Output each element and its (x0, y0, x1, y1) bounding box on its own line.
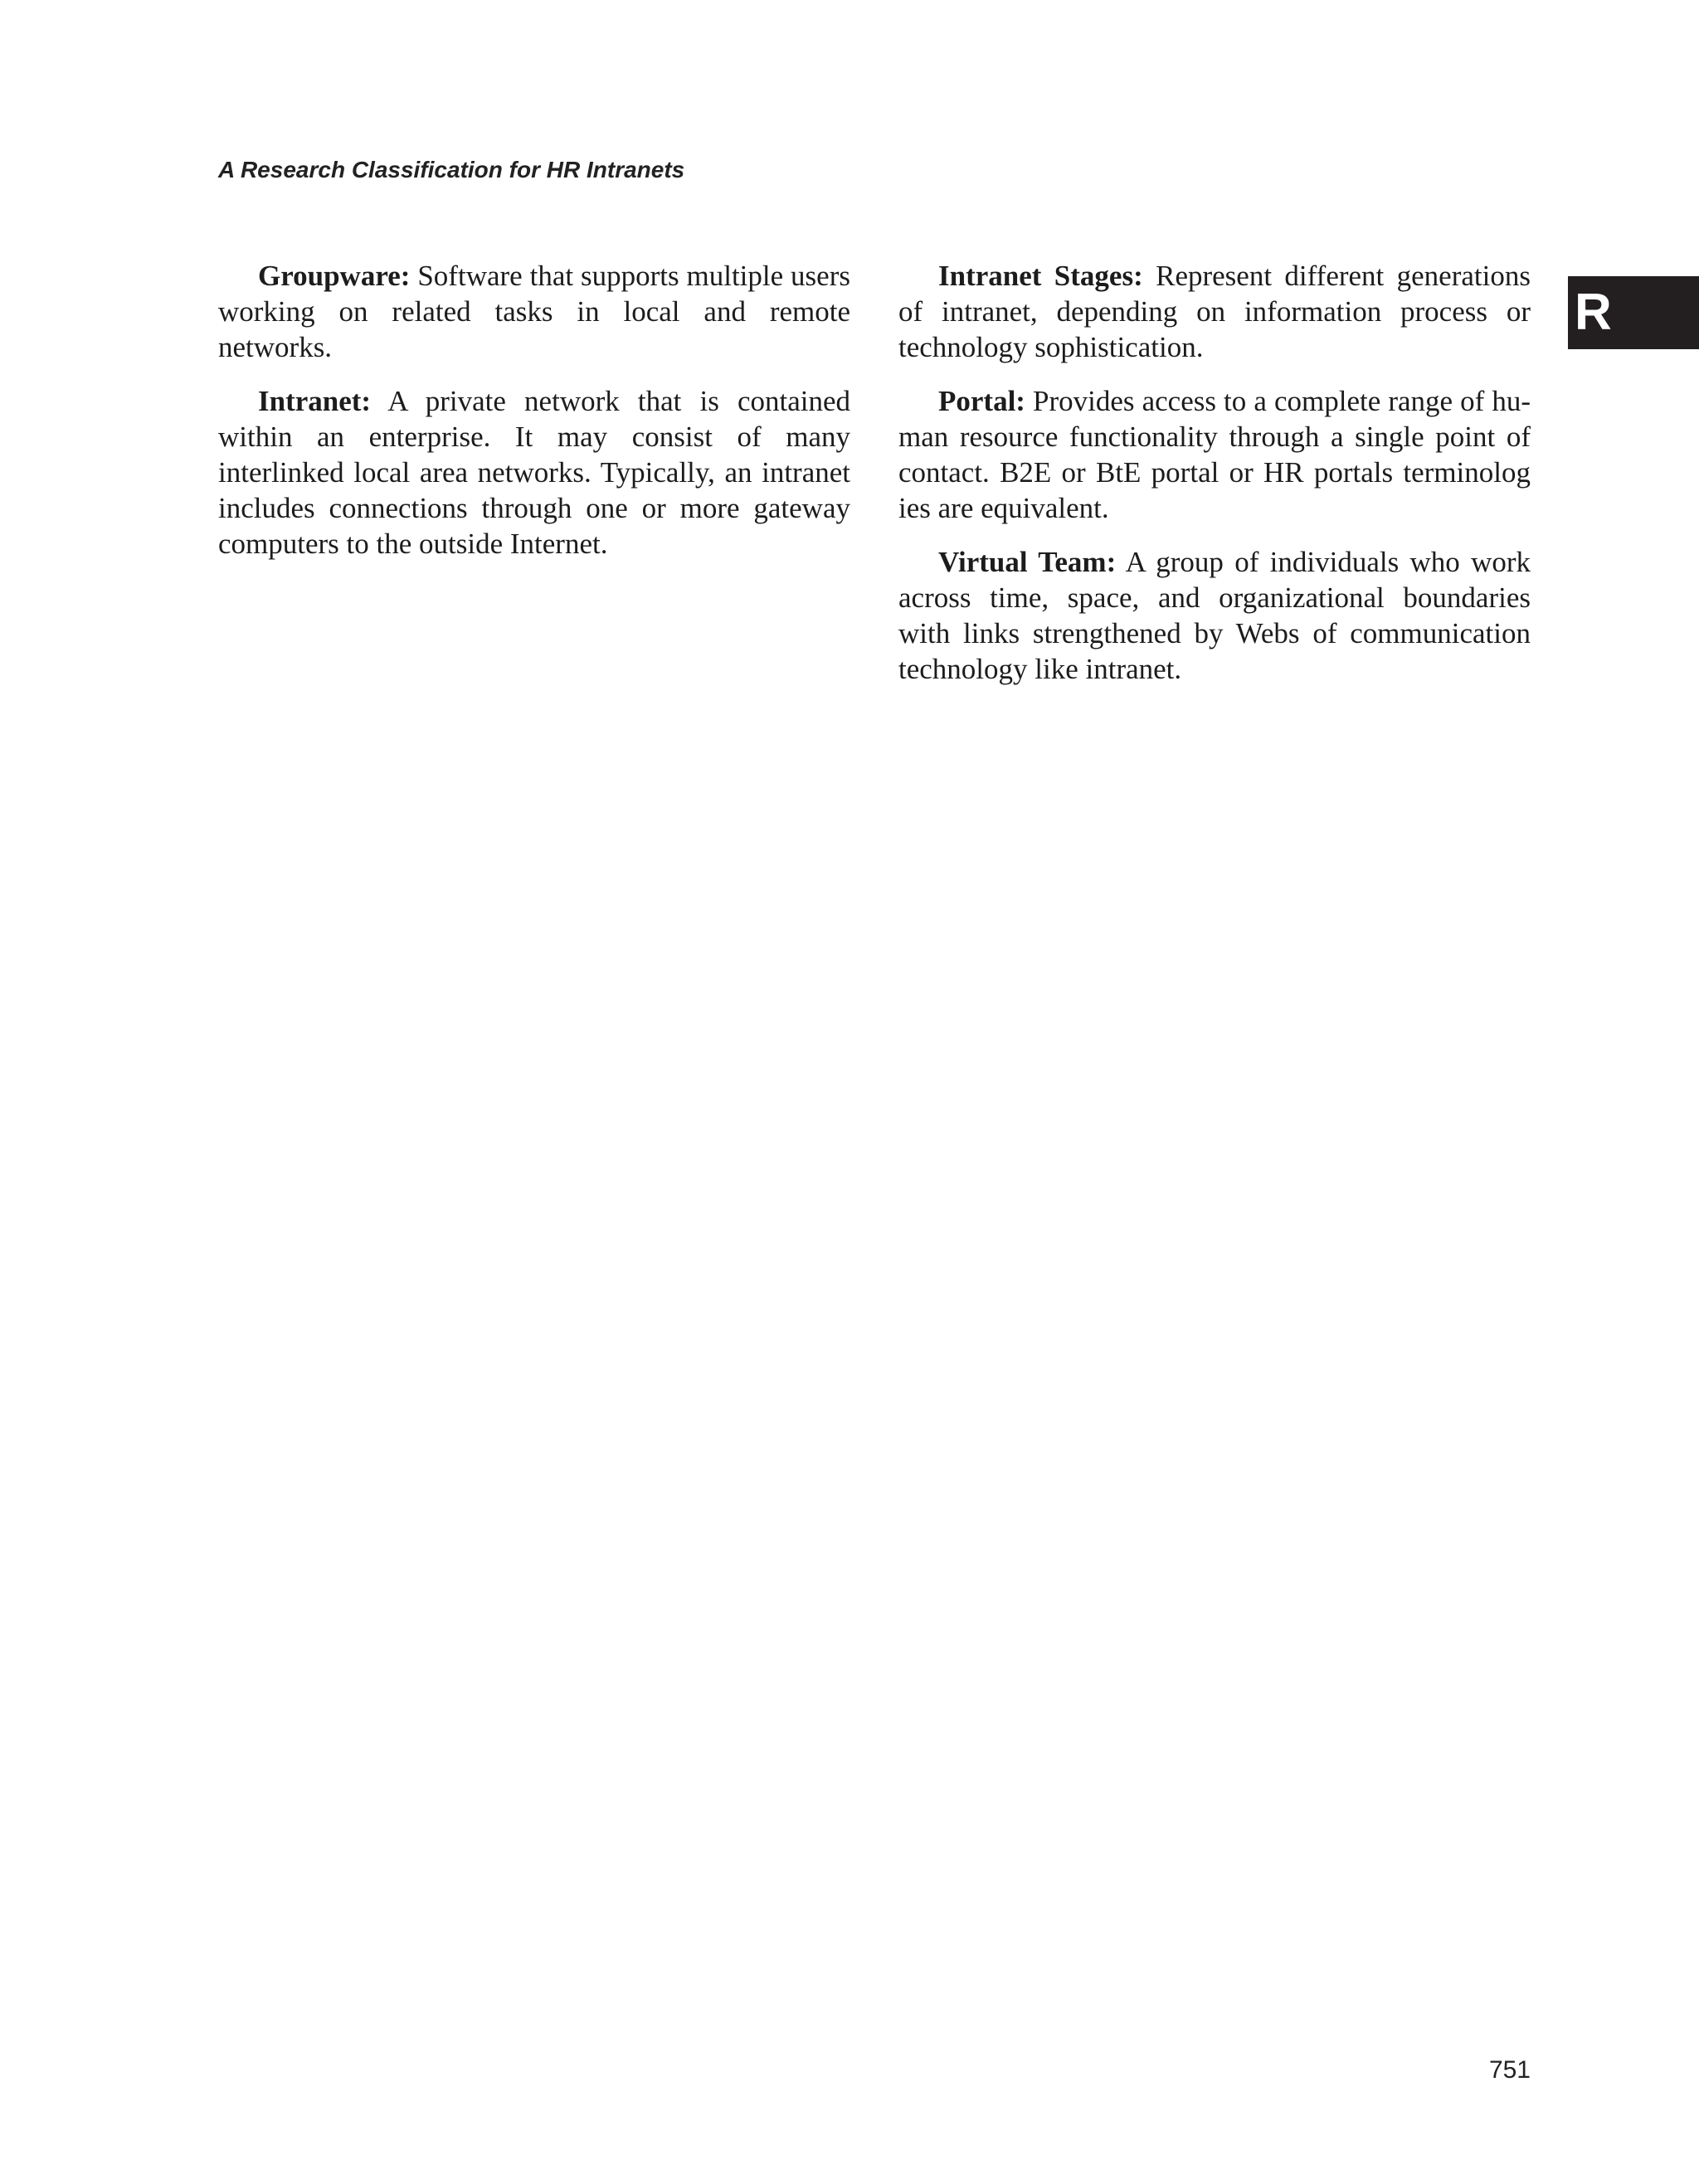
left-column (218, 258, 850, 580)
running-head: A Research Classification for HR Intranets (218, 157, 685, 182)
glossary-term: Virtual Team: (938, 546, 1117, 578)
section-tab (1568, 276, 1699, 349)
glossary-entry-virtual-team (898, 544, 1531, 687)
glossary-definition: Represent different generations of intranet, depending on information process or technology sophistication. (898, 260, 1531, 363)
right-column (898, 258, 1531, 705)
glossary-definition: Provides access to a complete range of human resource functionality through a single point of contact. B2E or BtE portal or HR portals terminolog ies are equivalent. (898, 385, 1531, 524)
glossary-term: Intranet: (258, 385, 372, 417)
glossary-definition: A group of individuals who work across time, space, and organizational boundaries with links strengthened by Webs of communication technology like intranet. (898, 546, 1531, 685)
glossary-entry-portal (898, 383, 1531, 526)
section-letter: R (1575, 284, 1612, 341)
glossary-definition: Software that supports multiple users working on related tasks in local and remote networks. (218, 260, 850, 363)
glossary-definition: A private network that is contained within an enterprise. It may consist of many interlinked local area networks. Typically, an intranet includes connections through one or more gateway computers to the outside Internet. (218, 385, 850, 560)
glossary-term: Intranet Stages: (938, 260, 1143, 292)
glossary-entry-groupware (218, 258, 850, 365)
page-number: 751 (1488, 2056, 1531, 2084)
glossary-term: Portal: (938, 385, 1025, 417)
glossary-entry-intranet-stages (898, 258, 1531, 365)
glossary-entry-intranet (218, 383, 850, 562)
glossary-term: Groupware: (258, 260, 411, 292)
